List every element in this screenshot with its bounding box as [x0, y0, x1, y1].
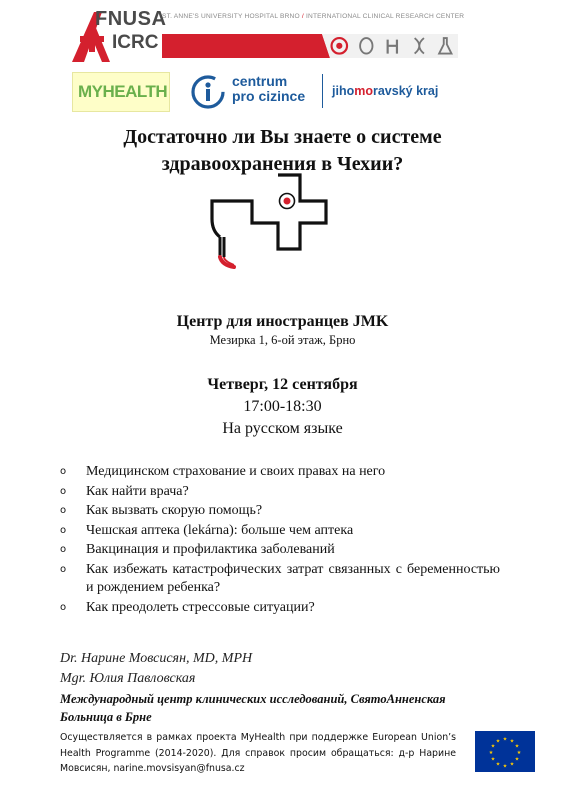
bullet-icon: o: [60, 601, 67, 613]
dna-icon: [410, 35, 429, 57]
footer-note: Осуществляется в рамках проекта MyHealth при поддержке European Union’s Health Programme (2014-2020). Для справок просим обращаться: д-р Нарине Мовсисян, narine.movsisyan@fnusa.cz: [60, 732, 456, 774]
author-2: Mgr. Юлия Павловская: [60, 671, 196, 686]
cpc-line2: pro cizince: [232, 88, 306, 104]
bullet-icon: o: [60, 505, 67, 516]
bullet-icon: o: [60, 524, 67, 536]
event-address: Мезирка 1, 6-ой этаж, Брно: [209, 333, 356, 347]
icrc-wordmark: ICRC: [112, 32, 159, 53]
centrum-pro-cizince-logo: [232, 74, 305, 104]
lungs-icon: [383, 35, 402, 57]
bullet-icon: o: [60, 544, 67, 555]
event-time: 17:00-18:30: [243, 398, 322, 415]
list-item: o Как вызвать скорую помощь?: [60, 502, 500, 521]
fnusa-wordmark: FNUSA: [95, 8, 167, 30]
list-item: o Вакцинация и профилактика заболеваний: [60, 541, 500, 560]
flask-icon: [436, 35, 455, 57]
list-item: o Как избежать катастрофических затрат связанных с беременностью и рождением ребенка?: [60, 561, 500, 595]
event-center-name: Центр для иностранцев JMK: [176, 313, 389, 330]
center-name-header: INTERNATIONAL CLINICAL RESEARCH CENTER: [305, 13, 465, 20]
brain-icon: [357, 35, 376, 57]
logo-divider: [322, 74, 323, 108]
hospital-separator: /: [299, 13, 306, 20]
hospital-name: ST. ANNE'S UNIVERSITY HOSPITAL BRNO: [162, 13, 300, 20]
eu-flag-icon: [475, 731, 535, 772]
centrum-pro-cizince-icon: [190, 74, 226, 110]
title-line1: Достаточно ли Вы знаете о системе: [123, 126, 442, 148]
svg-text:★: ★: [502, 736, 508, 743]
jmk-part2: mo: [354, 84, 373, 98]
heart-icon: [330, 35, 349, 57]
svg-text:★: ★: [509, 738, 515, 745]
svg-text:★: ★: [488, 750, 494, 756]
list-item: o Как преодолеть стрессовые ситуации?: [60, 599, 500, 618]
svg-text:★: ★: [516, 750, 522, 756]
author-1: Dr. Нарине Мовсисян, MD, MPH: [60, 651, 253, 666]
organization-name: Международный центр клинических исследований, СвятоАнненская Больница в Брне: [60, 692, 446, 724]
bullet-icon: o: [60, 485, 67, 497]
list-item: o Чешская аптека (lekárna): больше чем аптека: [60, 522, 500, 541]
jmk-part1: jiho: [332, 84, 355, 98]
jihomoravsky-kraj-logo: [332, 84, 438, 98]
list-item: o Как найти врача?: [60, 483, 500, 502]
svg-text:★: ★: [495, 761, 501, 768]
event-date: Четверг, 12 сентября: [207, 376, 358, 393]
svg-text:★: ★: [514, 743, 520, 750]
jmk-part3: ravský kraj: [372, 84, 439, 98]
svg-text:★: ★: [490, 743, 496, 750]
header-icon-row: [330, 36, 455, 56]
svg-text:★: ★: [495, 738, 501, 745]
event-language: На русском языке: [222, 420, 343, 437]
svg-text:★: ★: [502, 763, 508, 770]
svg-text:★: ★: [509, 761, 515, 768]
bullet-icon: o: [60, 563, 67, 575]
svg-text:★: ★: [514, 756, 520, 763]
myhealth-logo: MYHEALTH: [78, 82, 168, 101]
medical-cross-stethoscope-icon: [210, 165, 360, 275]
topics-list: [60, 463, 500, 618]
bullet-icon: o: [60, 466, 67, 477]
title-line2: здравоохранения в Чехии?: [161, 153, 404, 175]
cpc-line1: centrum: [232, 73, 288, 89]
svg-text:★: ★: [490, 756, 496, 763]
hospital-name-line: [162, 13, 464, 20]
list-item: o Медицинском страхование и своих правах на него: [60, 463, 500, 482]
